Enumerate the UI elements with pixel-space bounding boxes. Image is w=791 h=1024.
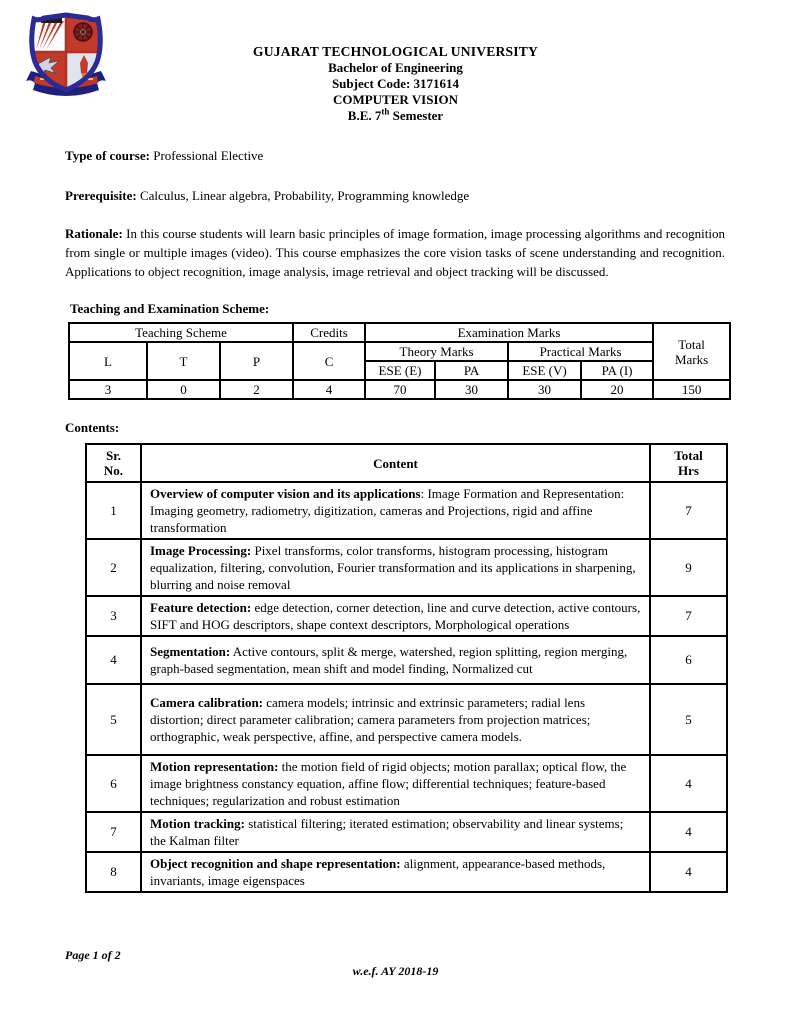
scheme-value-pa-i: 20 [581, 380, 653, 399]
row-topic: Image Processing: [150, 543, 252, 558]
row-detail: camera models; intrinsic and extrinsic parameters; radial lens distortion; direct parameter calibration; camera parameters from projection matrices; orthographic, weak perspective, affine, and perspective camera models. [150, 695, 591, 744]
rationale-label: Rationale: [65, 226, 123, 241]
content-row-2 [86, 539, 727, 596]
semester-suffix: Semester [389, 108, 444, 123]
row-content [141, 596, 650, 636]
content-row-7 [86, 812, 727, 852]
course-title: COMPUTER VISION [332, 92, 459, 107]
row-detail: alignment, appearance-based methods, invariants, image eigenspaces [150, 856, 606, 888]
scheme-header-ese-e: ESE (E) [365, 361, 435, 380]
scheme-header-pa-i: PA (I) [581, 361, 653, 380]
contents-col-sr [86, 444, 141, 482]
scheme-header-practical: Practical Marks [508, 342, 653, 361]
row-topic: Segmentation: [150, 644, 231, 659]
semester-line [0, 108, 791, 124]
rationale-value: In this course students will learn basic principles of image formation, image processing algorithms and recognition from single or multiple images (video). This course emphasizes the core vision tasks of scene understanding and recognition. Applications to object recognition, image analysis, image retrieval and object tracking will be discussed. [65, 226, 725, 279]
contents-col-content: Content [141, 444, 650, 482]
row-hours: 5 [650, 684, 727, 755]
contents-header-row [86, 444, 727, 482]
hrs-line1: Total [674, 448, 703, 463]
type-of-course-value: Professional Elective [149, 148, 264, 163]
scheme-value-t: 0 [147, 380, 220, 399]
row-topic: Object recognition and shape representation: [150, 856, 401, 871]
row-hours: 7 [650, 596, 727, 636]
scheme-value-ese-e: 70 [365, 380, 435, 399]
scheme-value-l: 3 [69, 380, 147, 399]
scheme-value-pa: 30 [435, 380, 508, 399]
content-row-8 [86, 852, 727, 892]
type-of-course-label: Type of course: [65, 148, 150, 163]
scheme-value-p: 2 [220, 380, 293, 399]
scheme-header-l: L [69, 342, 147, 380]
row-sr: 2 [86, 539, 141, 596]
row-sr: 1 [86, 482, 141, 539]
row-detail: edge detection, corner detection, line and curve detection, active contours, SIFT and HOG descriptors, shape context descriptors, Morphological operations [150, 600, 641, 632]
sr-line1: Sr. [105, 448, 122, 463]
sr-line2: No. [103, 463, 124, 478]
document-header [0, 0, 791, 124]
scheme-header-teaching: Teaching Scheme [69, 323, 293, 342]
gtu-logo [22, 10, 110, 102]
row-content [141, 684, 650, 755]
total-marks-line2: Marks [674, 351, 709, 367]
row-sr: 4 [86, 636, 141, 684]
page-number: Page 1 of 2 [65, 948, 121, 962]
semester-superscript: th [381, 106, 390, 117]
scheme-header-c: C [293, 342, 365, 380]
row-sr: 8 [86, 852, 141, 892]
total-marks-line1: Total [678, 336, 705, 352]
row-hours: 6 [650, 636, 727, 684]
row-hours: 4 [650, 812, 727, 852]
row-detail: the motion field of rigid objects; motion parallax; optical flow, the image brightness constancy equation, affine flow; differential techniques; feature-based techniques; regularization and robust estimation [150, 759, 627, 808]
gtu-logo-graphic [22, 10, 110, 102]
rationale-paragraph [65, 224, 725, 281]
scheme-heading: Teaching and Examination Scheme: [70, 301, 270, 316]
semester-prefix: B.E. 7 [347, 108, 382, 123]
scheme-header-t: T [147, 342, 220, 380]
scheme-header-total-marks [653, 323, 730, 380]
scheme-header-p: P [220, 342, 293, 380]
subject-code-line: Subject Code: 3171614 [331, 76, 460, 91]
content-row-5 [86, 684, 727, 755]
row-content [141, 812, 650, 852]
content-row-4 [86, 636, 727, 684]
row-topic: Overview of computer vision and its applications [150, 486, 421, 501]
row-hours: 9 [650, 539, 727, 596]
row-content [141, 539, 650, 596]
row-detail: Active contours, split & merge, watershed, region splitting, region merging, graph-based segmentation, mean shift and model finding, Normalized cut [150, 644, 628, 676]
scheme-header-theory: Theory Marks [365, 342, 508, 361]
row-topic: Feature detection: [150, 600, 252, 615]
scheme-table [68, 322, 731, 400]
row-detail: : Image Formation and Representation: Imaging geometry, radiometry, digitization, cameras and Projections, rigid and affine transformation [150, 486, 625, 535]
row-topic: Motion tracking: [150, 816, 245, 831]
content-row-6 [86, 755, 727, 812]
row-detail: Pixel transforms, color transforms, histogram processing, histogram equalization, filtering, convolution, Fourier transformation and its applications in sharpening, blurring and noise removal [150, 543, 636, 592]
row-content [141, 636, 650, 684]
contents-table [85, 443, 728, 893]
university-title: GUJARAT TECHNOLOGICAL UNIVERSITY [252, 44, 539, 59]
scheme-header-pa: PA [435, 361, 508, 380]
scheme-value-total: 150 [653, 380, 730, 399]
document-body [65, 148, 725, 893]
row-hours: 4 [650, 852, 727, 892]
cross-horizontal [29, 51, 103, 54]
row-topic: Camera calibration: [150, 695, 264, 710]
prerequisite-value: Calculus, Linear algebra, Probability, Programming knowledge [136, 188, 470, 203]
hrs-line2: Hrs [678, 463, 699, 478]
scheme-header-ese-v: ESE (V) [508, 361, 581, 380]
degree-line: Bachelor of Engineering [328, 60, 463, 75]
scheme-header-credits: Credits [293, 323, 365, 342]
type-of-course-line [65, 148, 725, 164]
row-content [141, 755, 650, 812]
content-row-3 [86, 596, 727, 636]
contents-col-hrs [650, 444, 727, 482]
row-hours: 4 [650, 755, 727, 812]
row-topic: Motion representation: [150, 759, 279, 774]
scheme-header-exam-marks: Examination Marks [365, 323, 653, 342]
content-row-1 [86, 482, 727, 539]
contents-heading: Contents: [65, 420, 120, 435]
row-sr: 5 [86, 684, 141, 755]
scheme-value-c: 4 [293, 380, 365, 399]
scheme-value-ese-v: 30 [508, 380, 581, 399]
row-content [141, 482, 650, 539]
row-detail: statistical filtering; iterated estimation; observability and linear systems; the Kalman filter [150, 816, 624, 848]
effective-date: w.e.f. AY 2018-19 [352, 964, 439, 978]
prerequisite-line [65, 188, 725, 204]
row-sr: 6 [86, 755, 141, 812]
row-sr: 3 [86, 596, 141, 636]
row-content [141, 852, 650, 892]
prerequisite-label: Prerequisite: [65, 188, 137, 203]
row-sr: 7 [86, 812, 141, 852]
row-hours: 7 [650, 482, 727, 539]
